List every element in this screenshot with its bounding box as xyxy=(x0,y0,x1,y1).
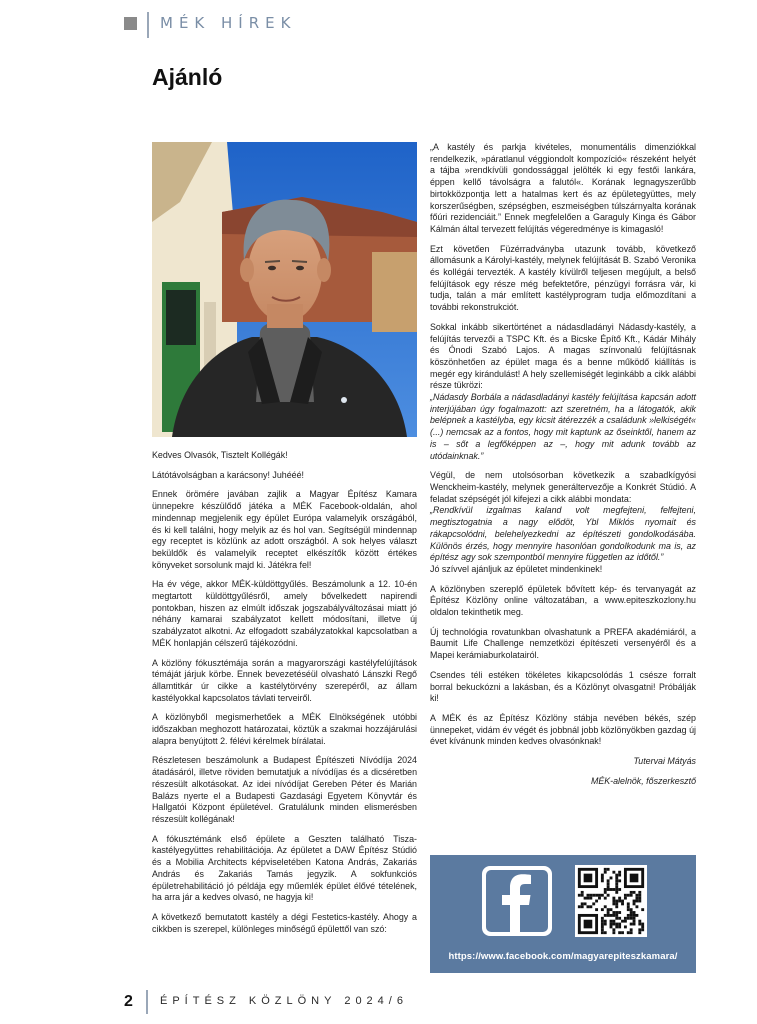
paragraph: Részletesen beszámolunk a Budapest Építészeti Nívódíja 2024 átadásáról, illetve röviden bemutatjuk a nívódíjas és a dicséretben részesült alkotásokat. Az idei nívódíjat Gereben Péter és Marián Balázs nyerte el a Budapesti Gazdasági Egyetem Könyvtár és Hallgatói Központ épületével. Gratulálunk minden elismerésben részesült kollégának! xyxy=(152,755,417,824)
paragraph: Ha év vége, akkor MÉK-küldöttgyűlés. Beszámolunk a 12. 10-én megtartott küldöttgyűlésről, amely bővelkedett napirendi pontokban, hiszen az elmúlt időszak jogszabályváltozásai miatt jó néhány kamarai szabályzatot kellett módosítani, illetve új szabályzatot alkotni. Az elfogadott szabályzatokkal kapcsolatban a MÉK honlapján célszerű tájékozódni. xyxy=(152,579,417,648)
author-photo xyxy=(152,142,417,437)
page-number: 2 xyxy=(124,993,133,1010)
header-square-mark xyxy=(124,17,137,30)
portrait-image xyxy=(152,142,417,437)
facebook-icon xyxy=(481,865,553,937)
facebook-url-link[interactable]: https://www.facebook.com/magyarepiteszkamara/ xyxy=(448,951,678,962)
quote-paragraph: „Nádasdy Borbála a nádasdladányi kastély felújítása kapcsán adott interjújában úgy fogalmazott: azt szeretném, ha a látogatók, akik belépnek a kastélyba, egy kicsit átérezzék a családunk »lelkiségét« (...) nemcsak az a fontos, hogy mit kaptunk az őseinktől, hanem az is – sőt a legfőképpen az –, hogy mit adunk tovább az utódainknak.” xyxy=(430,392,696,461)
paragraph: Látótávolságban a karácsony! Juhééé! xyxy=(152,469,304,480)
publication-name: ÉPÍTÉSZ KÖZLÖNY 2024/6 xyxy=(160,995,408,1007)
paragraph: Ezt követően Füzérradványba utazunk tovább, következő állomásunk a Károlyi-kastély, melynek felújítását B. Szabó Veronika és kollégái tervezték. A kastély kívülről teljesen megújult, a belső felújítások egy része még befektetőre, pénzügyi forrásra vár, ki tudja, talán a már említett kastélyprogram tudja előmozdítani a további rekonstrukciót. xyxy=(430,243,696,313)
quote-paragraph: „Rendkívül izgalmas kaland volt megfejteni, felfejteni, megtisztogatnia a nagy elődöt, Ybl Miklós nyomait és rákapcsolódni, belehelyezkedni az építészeti gondolkodásába. Különös érzés, hogy mennyire hasonlóan gondolkodunk ma is, az építész agy sok szempontból mennyire független az időtől.” xyxy=(430,505,696,563)
paragraph: Sokkal inkább sikertörténet a nádasdladányi Nádasdy-kastély, a felújítás tervezői a TSPC Kft. és a Bicske Építő Kft., Kádár Mihály és Ónodi Szabó Lajos. A magas színvonalú felújításnak köszönhetően az épület maga és a benne működő kiállítás is megér egy kirándulást! A hely szellemiségét leginkább a cikk alábbi része tükrözi: xyxy=(430,321,696,391)
left-column xyxy=(152,450,417,943)
quote-paragraph: „A kastély és parkja kivételes, monumentális dimenziókkal rendelkezik, »páratlanul véggiondolt kompozíció« részeként helyét a tájba »rendkívüli gondossággal jelölték ki egy festői lankára, éppen kellő távolságra a falutól«. Korának legnagyszerűbb birtokközpontja lett a hatalmas kert és az épületegyüttes, mely korszerűségben, szépségben, eszmeiségben túlszárnyalta korának főúri rezidenciáit.” Ennek megfelelően a Garaguly Kinga és Gábor Kálmán által tervezett felújítás végeredménye is kimagasló! xyxy=(430,142,696,234)
page-footer xyxy=(124,990,744,1016)
paragraph: A közlönyben szereplő épületek bővített kép- és tervanyagát az Építész Közlöny online változatában, a www.epiteszkozlony.hu oldalon tekinthetik meg. xyxy=(430,583,696,618)
page-title: Ajánló xyxy=(152,64,223,90)
right-column xyxy=(430,142,696,795)
page-header xyxy=(124,12,744,38)
paragraph: Csendes téli estéken tökéletes kikapcsolódás 1 csésze forralt borral bekuckózni a lakásban, és a Közlönyt olvasgatni! Próbálják ki! xyxy=(430,669,696,704)
paragraph: Jó szívvel ajánljuk az épületet mindenkinek! xyxy=(430,563,603,574)
header-divider xyxy=(147,12,149,38)
paragraph: A közlöny fókusztémája során a magyarországi kastélyfelújítások témáját járjuk körbe. Ennek bevezetéséül olvasható Lánszki Regő államtitkár úr cikke a kastélytörvény szerepéről, az állam kastélyokkal kapcsolatos távlati terveiről. xyxy=(152,657,417,703)
paragraph: Ennek örömére javában zajlik a Magyar Építész Kamara ünnepekre készülődő játéka a MÉK Facebook-oldalán, ahol mindennap megjelenik egy épület Európa valamelyik országából, és ki kell találni, hogy melyik az és hol van. Segítségül mindennap egy receptet is közlünk az adott országból. A sok helyes választ beküldők és valamelyik receptet elkészítők között értékes könyveket sorsolunk majd ki. Játékra fel! xyxy=(152,489,417,570)
greeting: Kedves Olvasók, Tisztelt Kollégák! xyxy=(152,450,288,460)
qr-code-icon xyxy=(575,865,647,937)
footer-divider xyxy=(146,990,148,1014)
paragraph: A MÉK és az Építész Közlöny stábja nevében békés, szép ünnepeket, vidám év végét és jobbnál jobb közlönyökben gazdag új évet kívánunk minden kedves olvasónknak! xyxy=(430,712,696,747)
paragraph: Új technológia rovatunkban olvashatunk a PREFA akadémiáról, a Baumit Life Challenge nemzetközi építészeti versenyéről és a Mapei kerámiaburkolatairól. xyxy=(430,626,696,661)
paragraph: A fókusztémánk első épülete a Geszten található Tisza-kastélyegyüttes rehabilitációja. Az épületet a DAW Építész Stúdió és a Mobilia Architects képviseletében Katona András, Zakariás András és Zakariás Tamás jegyzik. A sokfunkciós épületrehabilitáció jó példája egy műemlék épület élővé tételének, ha arra jár a kedves olvasó, ne hagyja ki! xyxy=(152,833,417,903)
section-label: MÉK HÍREK xyxy=(160,14,297,32)
signature-name: Tutervai Mátyás xyxy=(633,756,696,767)
paragraph: A közlönyből megismerhetőek a MÉK Elnökségének utóbbi időszakban meghozott határozatai, köztük a szakmai hozzájárulási alapra benyújtott 2. félévi kérelmek bírálatai. xyxy=(152,712,417,746)
paragraph: A következő bemutatott kastély a dégi Festetics-kastély. Ahogy a cikkben is szerepel, különleges minőségű épülettől van szó: xyxy=(152,911,417,934)
signature-role: MÉK-alelnök, főszerkesztő xyxy=(590,775,696,786)
paragraph: Végül, de nem utolsósorban következik a szabadkígyósi Wenckheim-kastély, melynek generáltervezője a Konkrét Stúdió. A feladat szépségét jól kifejezi a cikk alábbi mondata: xyxy=(430,470,696,504)
facebook-box xyxy=(430,855,696,973)
